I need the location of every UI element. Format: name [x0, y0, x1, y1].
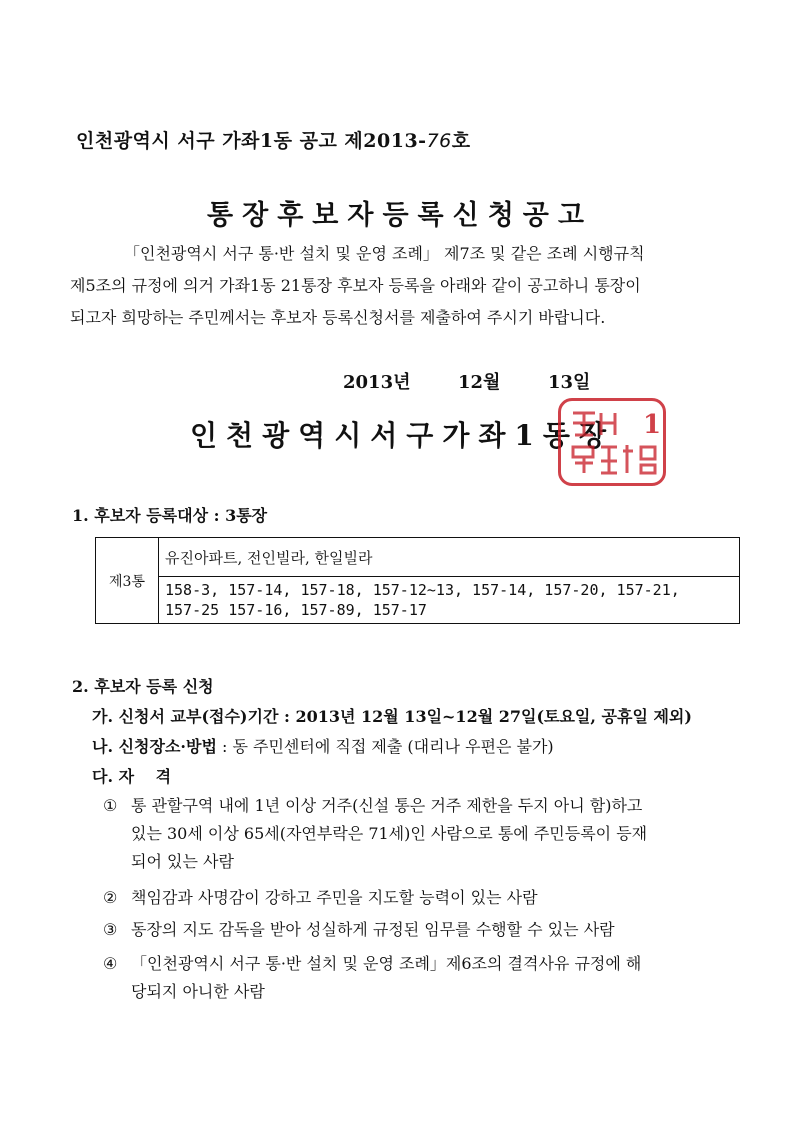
- official-seal: [558, 398, 666, 486]
- item-number: ③: [103, 920, 118, 939]
- section2-heading: 2. 후보자 등록 신청: [72, 677, 214, 696]
- date-day: 13일: [548, 372, 591, 393]
- place-label: 나. 신청장소·방법: [92, 737, 217, 756]
- seal-icon: [561, 401, 663, 483]
- date-year: 2013년: [343, 372, 411, 393]
- addresses-line: 158-3, 157-14, 157-18, 157-12~13, 157-14, 157-20, 157-21,: [165, 581, 680, 599]
- item-number: ④: [103, 954, 118, 973]
- table-row: [96, 538, 740, 577]
- addresses-line: 157-25 157-16, 157-89, 157-17: [165, 601, 427, 619]
- intro-line: 되고자 희망하는 주민께서는 후보자 등록신청서를 제출하여 주시기 바랍니다.: [70, 308, 606, 327]
- notice-number-prefix: 인천광역시 서구 가좌1동 공고 제2013-: [76, 130, 427, 152]
- qualification-item-2: [103, 884, 763, 912]
- qualification-line: 되어 있는 사람: [131, 852, 234, 871]
- place-value: : 동 주민센터에 직접 제출 (대리나 우편은 불가): [216, 737, 554, 756]
- qualification-line: 책임감과 사명감이 강하고 주민을 지도할 능력이 있는 사람: [131, 888, 538, 907]
- intro-line: 제5조의 규정에 의거 가좌1동 21통장 후보자 등록을 아래와 같이 공고하니 통장이: [70, 276, 641, 295]
- qualification-line: 동장의 지도 감독을 받아 성실하게 규정된 임무를 수행할 수 있는 사람: [131, 920, 615, 939]
- qualification-heading: [92, 764, 171, 787]
- handwritten-number: 76: [426, 130, 452, 152]
- notice-number-suffix: 호: [451, 130, 471, 152]
- qualification-line: 「인천광역시 서구 통·반 설치 및 운영 조례」제6조의 결격사유 규정에 해: [131, 954, 642, 973]
- table-label-cell: 제3통: [96, 538, 159, 624]
- target-table: [95, 537, 740, 624]
- date-month: 12월: [458, 372, 501, 393]
- qualification-line: 있는 30세 이상 65세(자연부락은 71세)인 사람으로 통에 주민등록이 등재: [131, 824, 648, 843]
- issuer-name: 인천광역시서구가좌1동장: [190, 419, 616, 452]
- seal-text: 1: [643, 410, 662, 440]
- qualification-line: 통 관할구역 내에 1년 이상 거주(신설 통은 거주 제한을 두지 아니 함)하고: [131, 796, 643, 815]
- document-title: 통장후보자등록신청공고: [207, 200, 593, 231]
- application-period: [92, 704, 692, 727]
- section1-heading: 1. 후보자 등록대상 : 3통장: [72, 506, 268, 525]
- period-text: 가. 신청서 교부(접수)기간 : 2013년 12월 13일~12월 27일(토요일, 공휴일 제외): [92, 707, 692, 726]
- table-row: [96, 577, 740, 624]
- item-number: ②: [103, 888, 118, 907]
- application-place: [92, 734, 554, 757]
- apartments-cell: 유진아파트, 전인빌라, 한일빌라: [159, 538, 740, 577]
- intro-line: 「인천광역시 서구 통·반 설치 및 운영 조례」 제7조 및 같은 조례 시행규칙: [124, 244, 645, 263]
- item-number: ①: [103, 796, 118, 815]
- qualification-item-4: [103, 950, 763, 1006]
- notice-number: [76, 126, 471, 153]
- qualification-label: 다. 자 격: [92, 767, 172, 786]
- qualification-line: 당되지 아니한 사람: [131, 982, 265, 1001]
- addresses-cell: [159, 577, 740, 624]
- qualification-item-1: [103, 792, 763, 876]
- qualification-item-3: [103, 916, 763, 944]
- intro-paragraph: [70, 238, 760, 334]
